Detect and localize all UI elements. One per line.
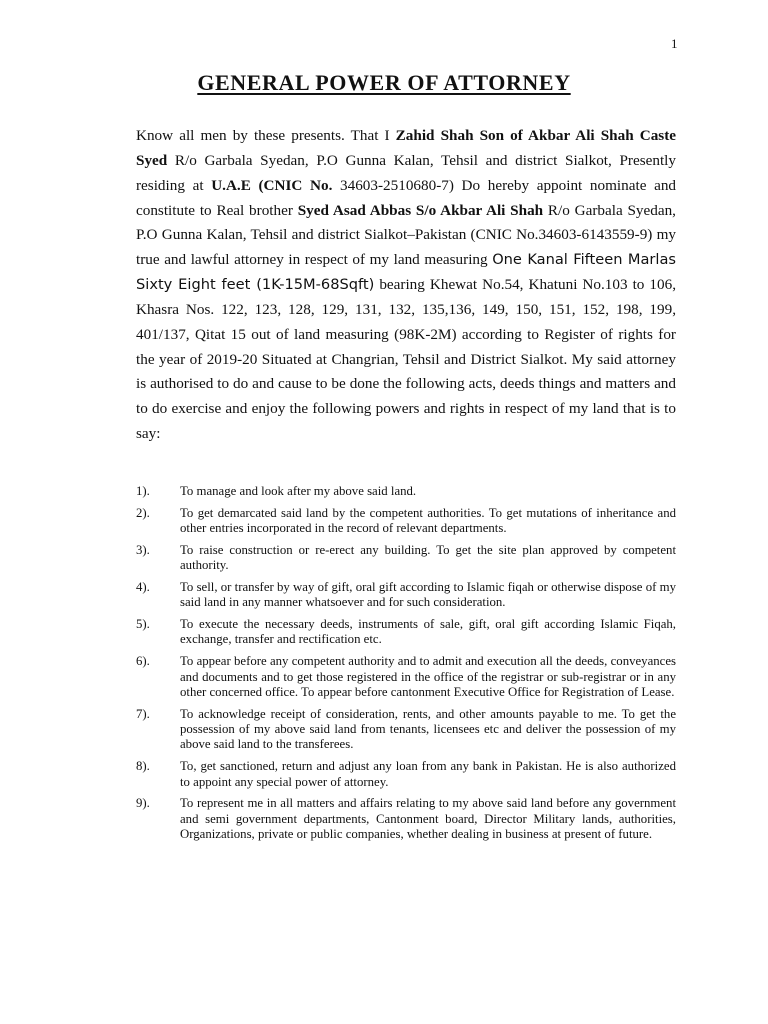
intro-paragraph: [136, 124, 676, 447]
item-text: To raise construction or re-erect any building. To get the site plan approved by competent authority.: [180, 542, 676, 573]
item-number: 4).: [136, 579, 150, 594]
item-number: 9).: [136, 796, 150, 811]
document-title-block: [0, 70, 768, 96]
list-item: [136, 484, 676, 499]
list-item: [136, 796, 676, 842]
intro-text: bearing Khewat No.54, Khatuni No.103 to 106, Khasra Nos. 122, 123, 128, 129, 131, 132, 135,136, 149, 150, 151, 152, 198, 199, 401/137, Qitat 15 out of land measuring (98K-2M) according to Register of rights for the year of 2019-20 Situated at Changrian, Tehsil and District Sialkot. My said attorney is authorised to do and cause to be done the following acts, deeds things and matters and to do exercise and enjoy the following powers and rights in respect of my land that is to say:: [136, 276, 676, 443]
item-number: 6).: [136, 654, 150, 669]
intro-text: 34603-2510680-7) Do hereby appoint nominate and constitute to Real brother: [136, 176, 677, 219]
list-item: [136, 759, 676, 790]
list-item: [136, 654, 676, 700]
item-text: To represent me in all matters and affairs relating to my above said land before any government and semi government departments, Cantonment board, Director Military lands, authorities, Organizations, private or public companies, whether dealing in business at present of future.: [180, 796, 676, 842]
document-title: GENERAL POWER OF ATTORNEY: [197, 70, 571, 95]
item-number: 1).: [136, 484, 150, 498]
attorney-name: Syed Asad Abbas S/o Akbar Ali Shah: [297, 201, 544, 219]
intro-text: R/o Garbala Syedan, P.O Gunna Kalan, Tehsil and district Sialkot, Presently residing at: [136, 151, 676, 194]
item-number: 7).: [136, 706, 150, 721]
residence-cnic-label: U.A.E (CNIC No.: [211, 176, 333, 194]
item-text: To acknowledge receipt of consideration, rents, and other amounts payable to me. To get the possession of my above said land from tenants, licensees etc and deliver the possession of my above said land to the transferees.: [180, 706, 676, 752]
item-number: 8).: [136, 759, 150, 774]
item-text: To sell, or transfer by way of gift, oral gift according to Islamic fiqah or otherwise dispose of my said land in any manner whatsoever and for such consideration.: [180, 579, 676, 610]
acts-list: [136, 484, 676, 849]
item-text: To manage and look after my above said land.: [180, 484, 417, 498]
intro-text: Know all men by these presents. That I: [136, 127, 396, 144]
list-item: [136, 580, 676, 611]
item-number: 3).: [136, 542, 150, 557]
item-number: 5).: [136, 617, 150, 632]
land-measurement: One Kanal Fifteen Marlas Sixty Eight feet (1K-15M-68Sqft): [136, 251, 677, 294]
item-text: To, get sanctioned, return and adjust any loan from any bank in Pakistan. He is also authorized to appoint any special power of attorney.: [180, 759, 676, 789]
item-text: To execute the necessary deeds, instruments of sale, gift, oral gift according Islamic Fiqah, exchange, transfer and rectification etc.: [180, 617, 676, 647]
list-item: [136, 617, 676, 648]
page-number: 1: [671, 36, 678, 51]
item-text: To get demarcated said land by the competent authorities. To get mutations of inheritance and other entries incorporated in the record of relevant departments.: [180, 505, 676, 536]
item-number: 2).: [136, 505, 150, 520]
list-item: [136, 506, 676, 537]
list-item: [136, 543, 676, 574]
item-text: To appear before any competent authority and to admit and execution all the deeds, conveyances and documents and to get those registered in the office of the registrar or sub-registrar or in any other concerned office. To appear before cantonment Executive Office for Registration of Lease.: [180, 654, 676, 699]
list-item: [136, 707, 676, 753]
principal-name: Zahid Shah Son of Akbar Ali Shah Caste Syed: [136, 127, 676, 169]
intro-text: R/o Garbala Syedan, P.O Gunna Kalan, Tehsil and district Sialkot–Pakistan (CNIC No.34603-6143559-9) my true and lawful attorney in respect of my land measuring: [136, 201, 676, 269]
